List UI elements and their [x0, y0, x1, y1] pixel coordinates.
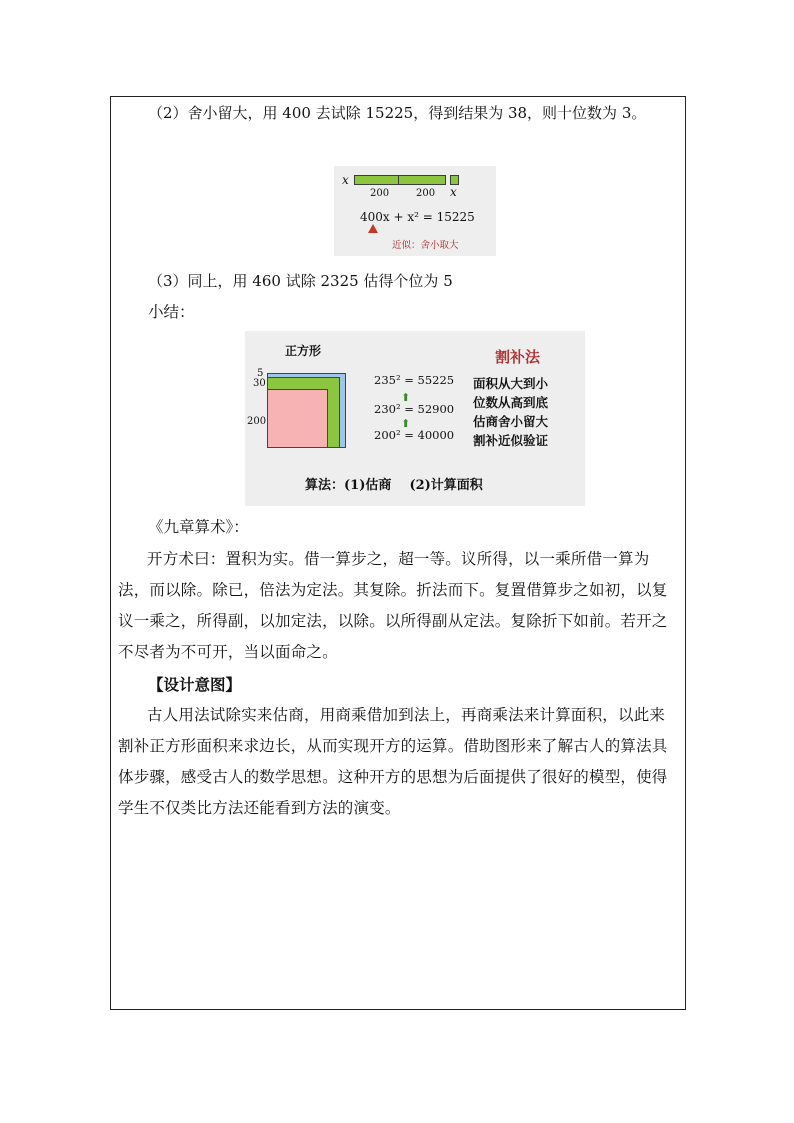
bar-segment-200-b	[398, 175, 446, 185]
bar-diagram-figure	[334, 166, 496, 256]
x-right-label: x	[450, 185, 457, 199]
equation-230: 230² = 52900	[374, 402, 455, 416]
ancient-text-paragraph: 开方术曰：置积为实。借一算步之，超一等。议所得，以一乘所借一算为法，而以除。除已，倍法为定法。其复除。折法而下。复置借算步之如初，以复议一乘之，所得副，以加定法，以除。以所得副从定法。复除折下如前。若开之不尽者为不可开，当以面命之。	[118, 550, 668, 661]
method-line-3: 估商舍小留大	[473, 414, 549, 429]
summary-label: 小结：	[148, 303, 195, 321]
equation-200: 200² = 40000	[374, 428, 455, 442]
up-arrow-icon: ⬆	[401, 391, 411, 404]
method-line-4: 割补近似验证	[473, 433, 549, 448]
bar-segment-200-a	[354, 175, 399, 185]
seg2-label: 200	[416, 188, 436, 199]
equation-235: 235² = 55225	[374, 373, 455, 387]
algorithm-caption: 算法：(1)估商 (2)计算面积	[305, 478, 483, 493]
step-3-text: （3）同上，用 460 试除 2325 估得个位为 5	[148, 272, 453, 290]
up-arrow-icon: ⬆	[401, 417, 411, 430]
approx-note: 近似：舍小取大	[392, 240, 459, 251]
square-method-figure	[245, 331, 585, 506]
side-label-5: 5	[257, 368, 264, 379]
method-line-1: 面积从大到小	[473, 376, 549, 391]
side-label-200: 200	[247, 416, 267, 427]
method-line-2: 位数从高到底	[473, 395, 549, 410]
x-left-label: x	[342, 173, 349, 187]
equation-1: 400x + x² = 15225	[360, 210, 475, 224]
bar-segment-x	[450, 175, 459, 185]
side-label-30: 30	[253, 378, 266, 389]
method-title: 割补法	[495, 348, 541, 366]
square-200	[267, 389, 328, 448]
design-intent-paragraph: 古人用法试除实来估商，用商乘借加到法上，再商乘法来计算面积，以此来割补正方形面积来求边长，从而实现开方的运算。借助图形来了解古人的算法具体步骤，感受古人的数学思想。这种开方的思想为后面提供了很好的模型，使得学生不仅类比方法还能看到方法的演变。	[118, 706, 668, 817]
seg1-label: 200	[370, 188, 390, 199]
triangle-marker-icon	[368, 224, 378, 233]
step-2-text: （2）舍小留大，用 400 去试除 15225，得到结果为 38，则十位数为 3。	[148, 104, 647, 122]
design-heading: 【设计意图】	[148, 675, 242, 694]
book-title: 《九章算术》：	[148, 518, 249, 536]
square-title: 正方形	[285, 344, 322, 358]
